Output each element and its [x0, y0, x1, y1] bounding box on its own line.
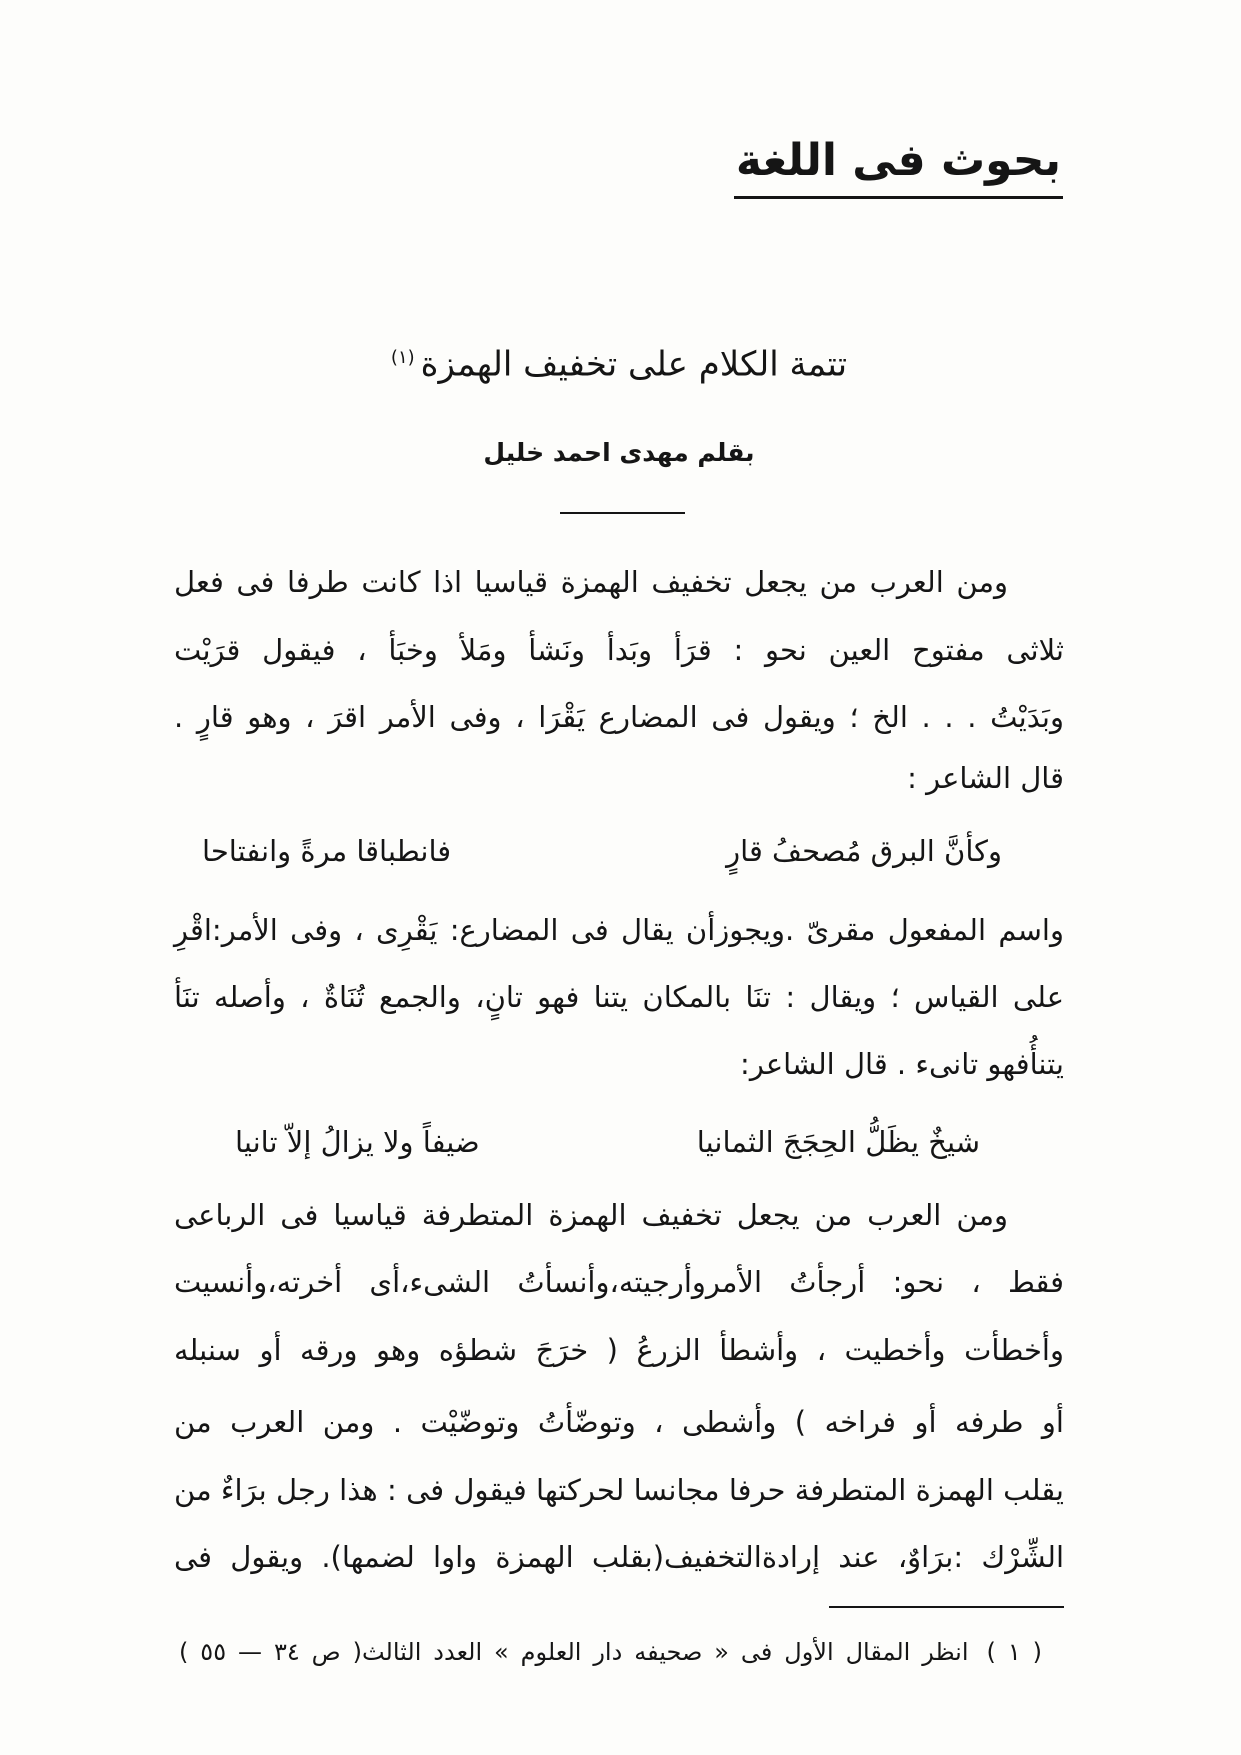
author-byline: بقلم مهدى احمد خليل: [483, 438, 755, 467]
verse-1-first-hemistich: وكأنَّ البرق مُصحفُ قارٍ: [726, 834, 1002, 868]
article-title-row: [174, 328, 1064, 394]
body-line: وبَدَيْتُ . . . الخ ؛ ويقول فى المضارع يَقْرَا ، وفى الأمر اقرَ ، وهو قارٍ .: [174, 700, 1064, 734]
body-line: يتنأُفهو تانىء . قال الشاعر:: [740, 1047, 1064, 1081]
verse-1: [202, 821, 1002, 881]
verse-1-second-hemistich: فانطباقا مرةً وانفتاحا: [202, 834, 452, 868]
footnote: [179, 1630, 1042, 1674]
title-divider: [560, 512, 685, 514]
verse-2-second-hemistich: ضيفاً ولا يزالُ إلاّ تانيا: [235, 1125, 480, 1159]
body-line: وأخطأت وأخطيت ، وأشطأ الزرعُ ( خرَجَ شطؤه وهو ورقه أو سنبله: [174, 1333, 1064, 1367]
footnote-text: انظر المقال الأول فى « صحيفه دار العلوم » العدد الثالث( ص ٣٤ — ٥٥ ): [179, 1638, 969, 1666]
footnote-marker: ( ١ ): [986, 1638, 1043, 1666]
body-line: على القياس ؛ ويقال : تنَا بالمكان يتنا فهو تانٍ، والجمع تُنَاةٌ ، وأصله تنَأ: [174, 980, 1064, 1014]
verse-2: [235, 1112, 980, 1172]
body-line: فقط ، نحو: أرجأتُ الأمروأرجيته،وأنسأتُ الشىء،أى أخرته،وأنسيت: [174, 1265, 1064, 1299]
body-line: ومن العرب من يجعل تخفيف الهمزة قياسيا اذا كانت طرفا فى فعل: [174, 565, 1008, 599]
body-line: قال الشاعر :: [907, 761, 1064, 795]
body-line: واسم المفعول مقرىّ .ويجوزأن يقال فى المضارع: يَقْرِى ، وفى الأمر:اقْرِ: [174, 913, 1064, 947]
body-line: ثلاثى مفتوح العين نحو : قرَأ وبَدأ ونَشأ ومَلأ وخبَأ ، فيقول قرَيْت: [174, 633, 1064, 667]
body-line: ومن العرب من يجعل تخفيف الهمزة المتطرفة قياسيا فى الرباعى: [174, 1198, 1008, 1232]
verse-2-first-hemistich: شيخٌ يظَلُّ الحِجَجَ الثمانيا: [696, 1125, 980, 1159]
body-line: يقلب الهمزة المتطرفة حرفا مجانسا لحركتها فيقول فى : هذا رجل برَاءٌ من: [174, 1473, 1064, 1507]
footnote-divider: [829, 1606, 1064, 1608]
body-line: الشِّرْك :برَاوٌ، عند إرادةالتخفيف(بقلب الهمزة واوا لضمها). ويقول فى: [174, 1540, 1064, 1574]
body-line: أو طرفه أو فراخه ) وأشطى ، وتوضّأتُ وتوضّيْت . ومن العرب من: [174, 1405, 1064, 1439]
article-title: تتمة الكلام على تخفيف الهمزة: [420, 344, 848, 385]
title-footnote-ref: (١): [390, 347, 415, 368]
section-heading: بحوث فى اللغة: [734, 128, 1063, 199]
